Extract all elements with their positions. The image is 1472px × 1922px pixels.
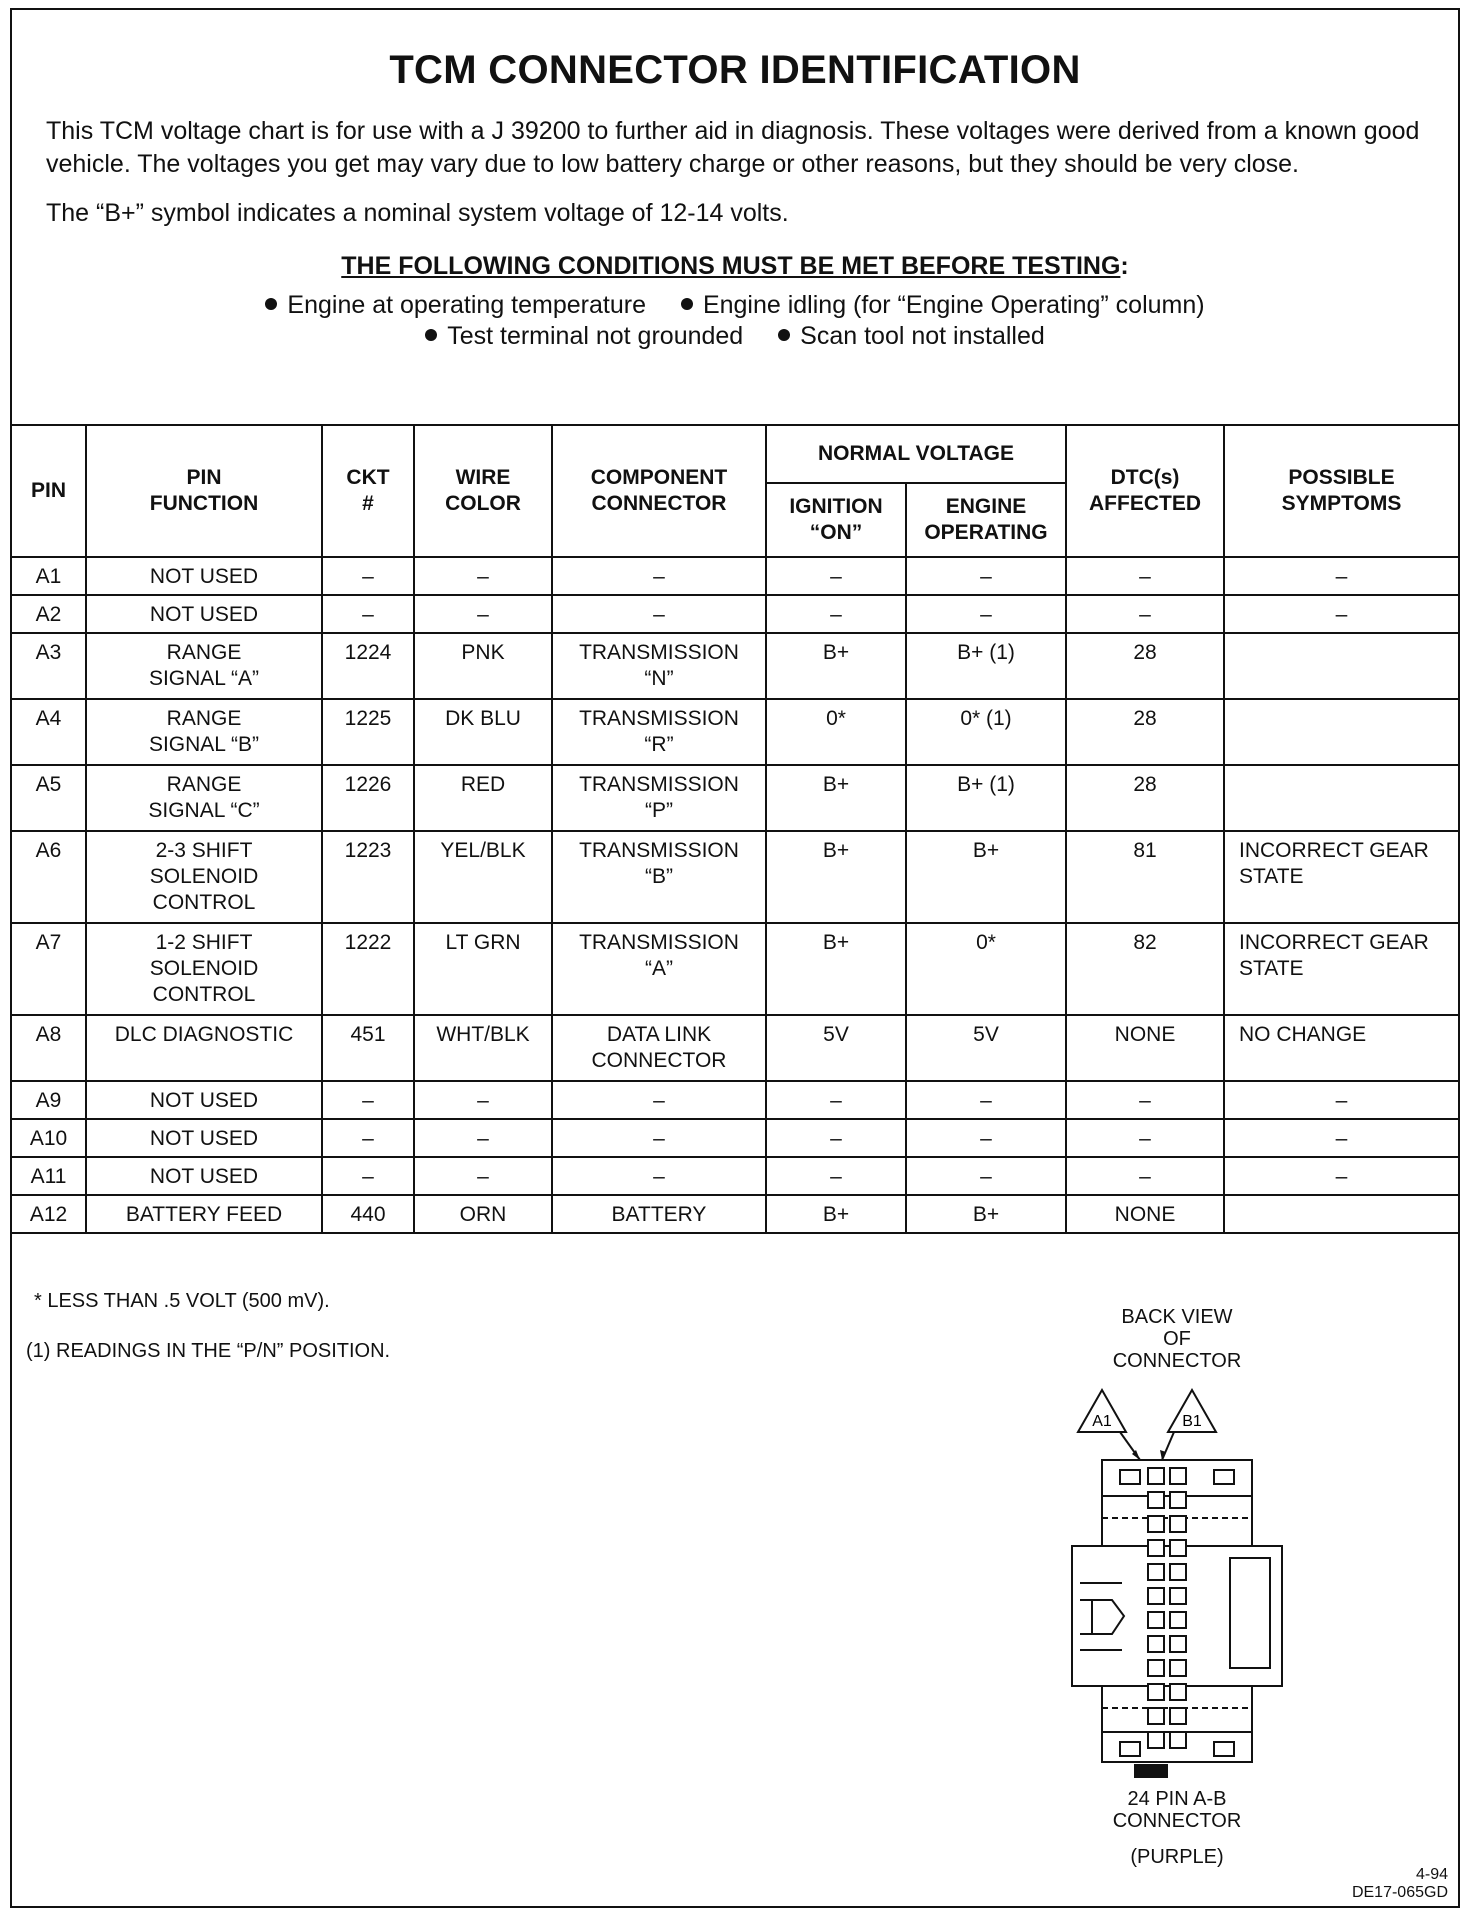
cell-pin: A11 <box>12 1157 86 1195</box>
cell-ign: 0* <box>766 699 906 765</box>
conditions-line-1 <box>12 291 1458 320</box>
header-wire-color: WIRE COLOR <box>414 426 552 557</box>
cell-symptoms: – <box>1224 557 1458 595</box>
cell-function: RANGE SIGNAL “B” <box>86 699 322 765</box>
cell-wire: – <box>414 595 552 633</box>
cell-eng: 5V <box>906 1015 1066 1081</box>
cell-wire: – <box>414 1081 552 1119</box>
cell-function: 1-2 SHIFT SOLENOID CONTROL <box>86 923 322 1015</box>
cell-function: DLC DIAGNOSTIC <box>86 1015 322 1081</box>
cell-ign: B+ <box>766 765 906 831</box>
pin-cavity <box>1170 1564 1186 1580</box>
cell-ckt: – <box>322 1119 414 1157</box>
pin-grid <box>1148 1468 1186 1748</box>
cell-dtc: – <box>1066 557 1224 595</box>
cell-symptoms: INCORRECT GEAR STATE <box>1224 923 1458 1015</box>
cell-function: 2-3 SHIFT SOLENOID CONTROL <box>86 831 322 923</box>
bullet-icon <box>265 298 277 310</box>
cell-eng: B+ (1) <box>906 633 1066 699</box>
table-row <box>12 699 1458 765</box>
header-dtc: DTC(s) AFFECTED <box>1066 426 1224 557</box>
cell-dtc: 82 <box>1066 923 1224 1015</box>
pin-cavity <box>1148 1660 1164 1676</box>
header-section <box>12 10 1458 426</box>
pin-cavity <box>1170 1468 1186 1484</box>
cell-pin: A3 <box>12 633 86 699</box>
cell-wire: LT GRN <box>414 923 552 1015</box>
cell-component: TRANSMISSION “P” <box>552 765 766 831</box>
cell-dtc: 81 <box>1066 831 1224 923</box>
cell-function: RANGE SIGNAL “A” <box>86 633 322 699</box>
cell-wire: ORN <box>414 1195 552 1233</box>
cell-dtc: NONE <box>1066 1015 1224 1081</box>
pin-cavity <box>1170 1588 1186 1604</box>
pin-label-a1 <box>1078 1390 1140 1460</box>
pin-cavity <box>1148 1588 1164 1604</box>
table-row <box>12 765 1458 831</box>
cell-ign: – <box>766 595 906 633</box>
page-title: TCM CONNECTOR IDENTIFICATION <box>389 48 1081 92</box>
cell-component: – <box>552 1157 766 1195</box>
pin-cavity <box>1170 1732 1186 1748</box>
cell-ign: – <box>766 1157 906 1195</box>
cell-ckt: 440 <box>322 1195 414 1233</box>
conditions-heading: THE FOLLOWING CONDITIONS MUST BE MET BEFORE TESTING: <box>341 252 1129 280</box>
cell-eng: B+ <box>906 831 1066 923</box>
intro-paragraph: This TCM voltage chart is for use with a J 39200 to further aid in diagnosis. These voltages were derived from a known good vehicle. The voltages you get may vary due to low battery charge or other reasons, but they should be very close. <box>46 117 1420 178</box>
table-row <box>12 831 1458 923</box>
connector-diagram <box>1062 1388 1292 1788</box>
cell-wire: PNK <box>414 633 552 699</box>
pin-cavity <box>1170 1684 1186 1700</box>
cell-eng: 0* <box>906 923 1066 1015</box>
cell-ign: – <box>766 557 906 595</box>
table-row <box>12 595 1458 633</box>
bullet-icon <box>681 298 693 310</box>
cell-pin: A8 <box>12 1015 86 1081</box>
table-row <box>12 1157 1458 1195</box>
table-row <box>12 1195 1458 1233</box>
cell-function: NOT USED <box>86 1119 322 1157</box>
pin-table <box>12 426 1458 1234</box>
cell-symptoms: INCORRECT GEAR STATE <box>1224 831 1458 923</box>
cell-ign: B+ <box>766 831 906 923</box>
cell-pin: A5 <box>12 765 86 831</box>
pin-cavity <box>1170 1660 1186 1676</box>
cell-pin: A4 <box>12 699 86 765</box>
table-row <box>12 1119 1458 1157</box>
cell-symptoms <box>1224 765 1458 831</box>
bullet-icon <box>778 329 790 341</box>
pin-cavity <box>1170 1612 1186 1628</box>
cell-dtc: – <box>1066 1157 1224 1195</box>
cell-dtc: – <box>1066 595 1224 633</box>
cell-eng: – <box>906 1081 1066 1119</box>
conditions-line-2 <box>12 322 1458 351</box>
pin-cavity <box>1148 1516 1164 1532</box>
cell-wire: DK BLU <box>414 699 552 765</box>
cell-ckt: 1224 <box>322 633 414 699</box>
cell-eng: – <box>906 557 1066 595</box>
svg-text:A1: A1 <box>1092 1413 1112 1430</box>
table-row <box>12 923 1458 1015</box>
condition-item: Engine idling (for “Engine Operating” column) <box>681 291 1205 320</box>
cell-pin: A10 <box>12 1119 86 1157</box>
cell-symptoms: – <box>1224 595 1458 633</box>
table-row <box>12 557 1458 595</box>
pin-cavity <box>1170 1540 1186 1556</box>
cell-pin: A6 <box>12 831 86 923</box>
cell-dtc: 28 <box>1066 633 1224 699</box>
cell-function: NOT USED <box>86 1157 322 1195</box>
cell-wire: – <box>414 1119 552 1157</box>
cell-pin: A9 <box>12 1081 86 1119</box>
cell-function: BATTERY FEED <box>86 1195 322 1233</box>
document-frame <box>10 8 1460 1908</box>
cell-ckt: 1225 <box>322 699 414 765</box>
cell-eng: – <box>906 595 1066 633</box>
cell-dtc: 28 <box>1066 765 1224 831</box>
cell-ign: 5V <box>766 1015 906 1081</box>
pin-rows <box>12 557 1458 1233</box>
condition-item: Scan tool not installed <box>778 322 1045 351</box>
cell-dtc: – <box>1066 1119 1224 1157</box>
pin-cavity <box>1148 1636 1164 1652</box>
condition-item: Engine at operating temperature <box>265 291 646 320</box>
condition-item: Test terminal not grounded <box>425 322 743 351</box>
cell-ckt: 451 <box>322 1015 414 1081</box>
cell-pin: A12 <box>12 1195 86 1233</box>
cell-component: BATTERY <box>552 1195 766 1233</box>
pin-cavity <box>1170 1516 1186 1532</box>
cell-wire: YEL/BLK <box>414 831 552 923</box>
cell-component: – <box>552 595 766 633</box>
pin-cavity <box>1148 1540 1164 1556</box>
connector-color: (PURPLE) <box>1130 1846 1224 1868</box>
cell-eng: – <box>906 1119 1066 1157</box>
pin-label-b1 <box>1160 1390 1216 1460</box>
pin-cavity <box>1170 1636 1186 1652</box>
cell-pin: A2 <box>12 595 86 633</box>
table-row <box>12 1081 1458 1119</box>
cell-ckt: – <box>322 557 414 595</box>
header-engine-operating: ENGINE OPERATING <box>906 483 1066 557</box>
cell-ign: B+ <box>766 633 906 699</box>
cell-dtc: – <box>1066 1081 1224 1119</box>
cell-wire: – <box>414 557 552 595</box>
key-tab <box>1134 1764 1168 1778</box>
cell-component: TRANSMISSION “A” <box>552 923 766 1015</box>
cell-component: TRANSMISSION “B” <box>552 831 766 923</box>
cell-symptoms: – <box>1224 1119 1458 1157</box>
header-ignition-on: IGNITION “ON” <box>766 483 906 557</box>
header-component: COMPONENT CONNECTOR <box>552 426 766 557</box>
cell-component: TRANSMISSION “R” <box>552 699 766 765</box>
cell-component: DATA LINK CONNECTOR <box>552 1015 766 1081</box>
cell-component: – <box>552 1119 766 1157</box>
connector-caption-bottom: 24 PIN A-B CONNECTOR <box>1112 1788 1242 1832</box>
pin-cavity <box>1170 1708 1186 1724</box>
cell-ign: – <box>766 1081 906 1119</box>
cell-eng: – <box>906 1157 1066 1195</box>
bullet-icon <box>425 329 437 341</box>
cell-wire: WHT/BLK <box>414 1015 552 1081</box>
cell-eng: B+ (1) <box>906 765 1066 831</box>
cell-symptoms: NO CHANGE <box>1224 1015 1458 1081</box>
document-reference: 4-94 DE17-065GD <box>1351 1866 1448 1901</box>
table-row <box>12 1015 1458 1081</box>
cell-wire: RED <box>414 765 552 831</box>
pin-cavity <box>1148 1732 1164 1748</box>
cell-symptoms: – <box>1224 1157 1458 1195</box>
pin-cavity <box>1148 1564 1164 1580</box>
table-row <box>12 633 1458 699</box>
cell-dtc: NONE <box>1066 1195 1224 1233</box>
cell-symptoms <box>1224 699 1458 765</box>
cell-eng: B+ <box>906 1195 1066 1233</box>
cell-component: – <box>552 557 766 595</box>
cell-ckt: – <box>322 595 414 633</box>
cell-component: TRANSMISSION “N” <box>552 633 766 699</box>
pin-cavity <box>1148 1492 1164 1508</box>
pin-cavity <box>1170 1492 1186 1508</box>
cell-pin: A7 <box>12 923 86 1015</box>
svg-text:B1: B1 <box>1182 1413 1202 1430</box>
cell-wire: – <box>414 1157 552 1195</box>
cell-function: NOT USED <box>86 595 322 633</box>
footnote-one: (1) READINGS IN THE “P/N” POSITION. <box>26 1340 391 1362</box>
header-ckt: CKT # <box>322 426 414 557</box>
cell-dtc: 28 <box>1066 699 1224 765</box>
header-pin: PIN <box>12 426 86 557</box>
cell-function: NOT USED <box>86 1081 322 1119</box>
cell-ckt: 1222 <box>322 923 414 1015</box>
cell-ckt: 1226 <box>322 765 414 831</box>
pin-cavity <box>1148 1468 1164 1484</box>
cell-ckt: – <box>322 1081 414 1119</box>
bplus-note: The “B+” symbol indicates a nominal system voltage of 12-14 volts. <box>46 199 789 227</box>
cell-pin: A1 <box>12 557 86 595</box>
connector-caption-top: BACK VIEW OF CONNECTOR <box>1112 1306 1242 1372</box>
cell-ign: B+ <box>766 1195 906 1233</box>
cell-function: NOT USED <box>86 557 322 595</box>
cell-component: – <box>552 1081 766 1119</box>
pin-cavity <box>1148 1684 1164 1700</box>
cell-ckt: – <box>322 1157 414 1195</box>
header-function: PIN FUNCTION <box>86 426 322 557</box>
cell-symptoms <box>1224 1195 1458 1233</box>
header-normal-voltage: NORMAL VOLTAGE <box>766 426 1066 483</box>
cell-ign: B+ <box>766 923 906 1015</box>
pin-cavity <box>1148 1708 1164 1724</box>
pin-cavity <box>1148 1612 1164 1628</box>
cell-function: RANGE SIGNAL “C” <box>86 765 322 831</box>
cell-ign: – <box>766 1119 906 1157</box>
cell-ckt: 1223 <box>322 831 414 923</box>
header-symptoms: POSSIBLE SYMPTOMS <box>1224 426 1458 557</box>
cell-eng: 0* (1) <box>906 699 1066 765</box>
footnote-star: * LESS THAN .5 VOLT (500 mV). <box>34 1290 330 1312</box>
cell-symptoms <box>1224 633 1458 699</box>
cell-symptoms: – <box>1224 1081 1458 1119</box>
